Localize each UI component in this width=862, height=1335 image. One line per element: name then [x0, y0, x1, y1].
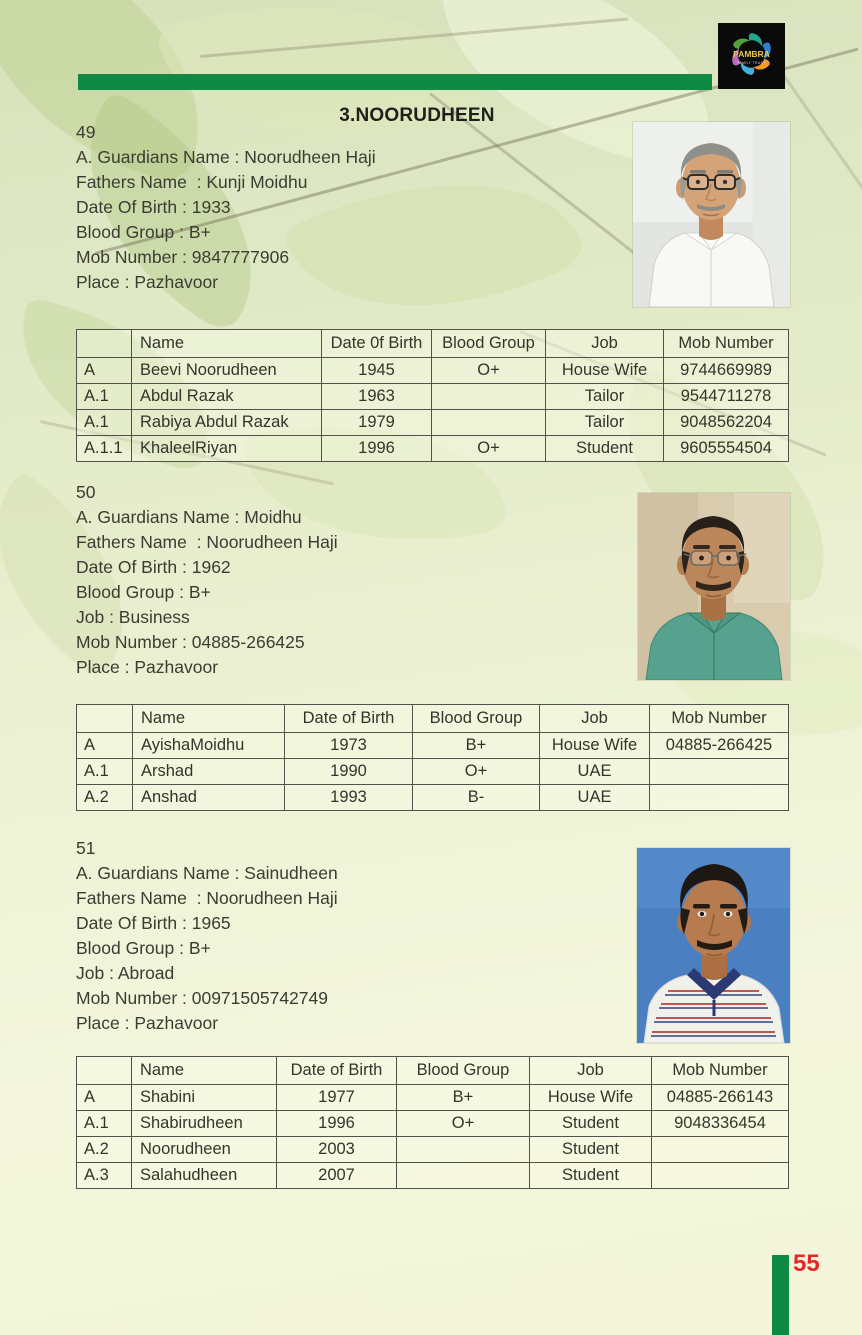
table-cell: 2007: [277, 1163, 397, 1189]
table-header-cell: Name: [133, 705, 285, 733]
family-members-table-49: [76, 329, 789, 462]
family-members-table-50: [76, 704, 789, 811]
table-header-cell: [77, 705, 133, 733]
table-header-cell: Name: [132, 330, 322, 358]
info-line: Blood Group : B+: [76, 938, 211, 958]
table-cell: A.1: [77, 384, 132, 410]
table-cell: A.1: [77, 759, 133, 785]
table-cell: UAE: [540, 759, 650, 785]
table-header-cell: Blood Group: [432, 330, 546, 358]
table-cell: 9744669989: [664, 358, 789, 384]
table-cell: House Wife: [530, 1085, 652, 1111]
table-cell: A.1: [77, 1111, 132, 1137]
table-cell: O+: [397, 1111, 530, 1137]
table-cell: Salahudheen: [132, 1163, 277, 1189]
table-row: [77, 759, 789, 785]
table-header-cell: Job: [546, 330, 664, 358]
info-line: Job : Abroad: [76, 963, 175, 983]
table-cell: [397, 1137, 530, 1163]
table-cell: A.3: [77, 1163, 132, 1189]
table-cell: 04885-266143: [652, 1085, 789, 1111]
table-cell: Noorudheen: [132, 1137, 277, 1163]
table-row: [77, 410, 789, 436]
table-cell: A: [77, 358, 132, 384]
table-cell: [432, 384, 546, 410]
table-cell: AyishaMoidhu: [133, 733, 285, 759]
table-header-cell: Date of Birth: [277, 1057, 397, 1085]
info-line: Place : Pazhavoor: [76, 657, 219, 677]
table-cell: Abdul Razak: [132, 384, 322, 410]
table-row: [77, 436, 789, 462]
table-cell: 1993: [285, 785, 413, 811]
info-line: A. Guardians Name : Moidhu: [76, 507, 302, 527]
table-header-cell: Mob Number: [650, 705, 789, 733]
table-cell: [652, 1137, 789, 1163]
table-cell: [650, 759, 789, 785]
table-header-cell: Blood Group: [397, 1057, 530, 1085]
entry-number: 50: [76, 482, 96, 502]
table-header-row: [77, 705, 789, 733]
table-header-cell: [77, 330, 132, 358]
table-cell: Student: [530, 1163, 652, 1189]
table-cell: Beevi Noorudheen: [132, 358, 322, 384]
table-cell: Anshad: [133, 785, 285, 811]
table-cell: O+: [432, 358, 546, 384]
bottom-green-bar: [772, 1255, 789, 1335]
logo-title: PAMBRA: [733, 49, 770, 59]
top-green-bar: [78, 74, 712, 90]
info-line: Date Of Birth : 1962: [76, 557, 231, 577]
entry-number: 49: [76, 122, 96, 142]
table-row: [77, 785, 789, 811]
table-cell: 04885-266425: [650, 733, 789, 759]
table-cell: 1977: [277, 1085, 397, 1111]
table-cell: Tailor: [546, 384, 664, 410]
table-cell: Student: [530, 1111, 652, 1137]
entry-50: [76, 480, 338, 680]
table-cell: 1996: [322, 436, 432, 462]
info-line: Mob Number : 9847777906: [76, 247, 290, 267]
pambra-family-trust-logo: [718, 23, 785, 89]
table-cell: 9544711278: [664, 384, 789, 410]
section-title: 3.NOORUDHEEN: [339, 105, 495, 126]
info-line: Mob Number : 04885-266425: [76, 632, 305, 652]
entry-51: [76, 836, 338, 1036]
table-cell: Student: [530, 1137, 652, 1163]
table-row: [77, 358, 789, 384]
table-cell: Rabiya Abdul Razak: [132, 410, 322, 436]
table-cell: 2003: [277, 1137, 397, 1163]
table-cell: A.2: [77, 785, 133, 811]
info-line: Blood Group : B+: [76, 222, 211, 242]
logo-subtitle: FAMILY TRUST: [737, 61, 766, 65]
table-cell: A.2: [77, 1137, 132, 1163]
table-cell: [432, 410, 546, 436]
table-row: [77, 1137, 789, 1163]
table-cell: 9605554504: [664, 436, 789, 462]
table-cell: House Wife: [546, 358, 664, 384]
info-line: Date Of Birth : 1965: [76, 913, 231, 933]
table-cell: Shabirudheen: [132, 1111, 277, 1137]
guardian-photo-51: [637, 848, 790, 1043]
table-cell: House Wife: [540, 733, 650, 759]
table-cell: O+: [432, 436, 546, 462]
table-cell: Tailor: [546, 410, 664, 436]
info-line: Fathers Name : Noorudheen Haji: [76, 532, 338, 552]
table-cell: A: [77, 733, 133, 759]
info-line: Place : Pazhavoor: [76, 272, 219, 292]
info-line: A. Guardians Name : Noorudheen Haji: [76, 147, 376, 167]
info-line: Mob Number : 00971505742749: [76, 988, 328, 1008]
table-cell: 1963: [322, 384, 432, 410]
info-line: Blood Group : B+: [76, 582, 211, 602]
table-row: [77, 384, 789, 410]
table-header-cell: Name: [132, 1057, 277, 1085]
entry-number: 51: [76, 838, 96, 858]
guardian-photo-49: [633, 122, 790, 307]
table-cell: Arshad: [133, 759, 285, 785]
table-row: [77, 1163, 789, 1189]
table-cell: A.1.1: [77, 436, 132, 462]
table-cell: UAE: [540, 785, 650, 811]
info-line: Place : Pazhavoor: [76, 1013, 219, 1033]
info-line: A. Guardians Name : Sainudheen: [76, 863, 338, 883]
table-cell: A: [77, 1085, 132, 1111]
guardian-photo-50: [638, 493, 790, 680]
table-header-cell: Date of Birth: [285, 705, 413, 733]
table-row: [77, 1085, 789, 1111]
table-cell: A.1: [77, 410, 132, 436]
info-line: Fathers Name : Kunji Moidhu: [76, 172, 308, 192]
table-header-cell: Date 0f Birth: [322, 330, 432, 358]
info-line: Date Of Birth : 1933: [76, 197, 231, 217]
table-cell: 1996: [277, 1111, 397, 1137]
table-header-row: [77, 330, 789, 358]
table-cell: KhaleelRiyan: [132, 436, 322, 462]
table-header-cell: Blood Group: [413, 705, 540, 733]
table-cell: 9048336454: [652, 1111, 789, 1137]
logo-hands-icon: [718, 23, 785, 89]
table-header-row: [77, 1057, 789, 1085]
table-cell: Shabini: [132, 1085, 277, 1111]
table-cell: 1973: [285, 733, 413, 759]
info-line: Job : Business: [76, 607, 190, 627]
table-cell: 1990: [285, 759, 413, 785]
table-header-cell: Mob Number: [652, 1057, 789, 1085]
table-row: [77, 733, 789, 759]
table-header-cell: Job: [540, 705, 650, 733]
table-cell: 9048562204: [664, 410, 789, 436]
entry-49: [76, 120, 376, 295]
table-cell: B-: [413, 785, 540, 811]
table-cell: Student: [546, 436, 664, 462]
page-number: 55: [793, 1250, 820, 1277]
table-cell: B+: [413, 733, 540, 759]
table-cell: 1979: [322, 410, 432, 436]
family-members-table-51: [76, 1056, 789, 1189]
table-cell: 1945: [322, 358, 432, 384]
table-header-cell: Job: [530, 1057, 652, 1085]
table-header-cell: Mob Number: [664, 330, 789, 358]
table-cell: O+: [413, 759, 540, 785]
table-header-cell: [77, 1057, 132, 1085]
table-cell: [650, 785, 789, 811]
table-cell: [397, 1163, 530, 1189]
table-cell: B+: [397, 1085, 530, 1111]
table-row: [77, 1111, 789, 1137]
info-line: Fathers Name : Noorudheen Haji: [76, 888, 338, 908]
table-cell: [652, 1163, 789, 1189]
